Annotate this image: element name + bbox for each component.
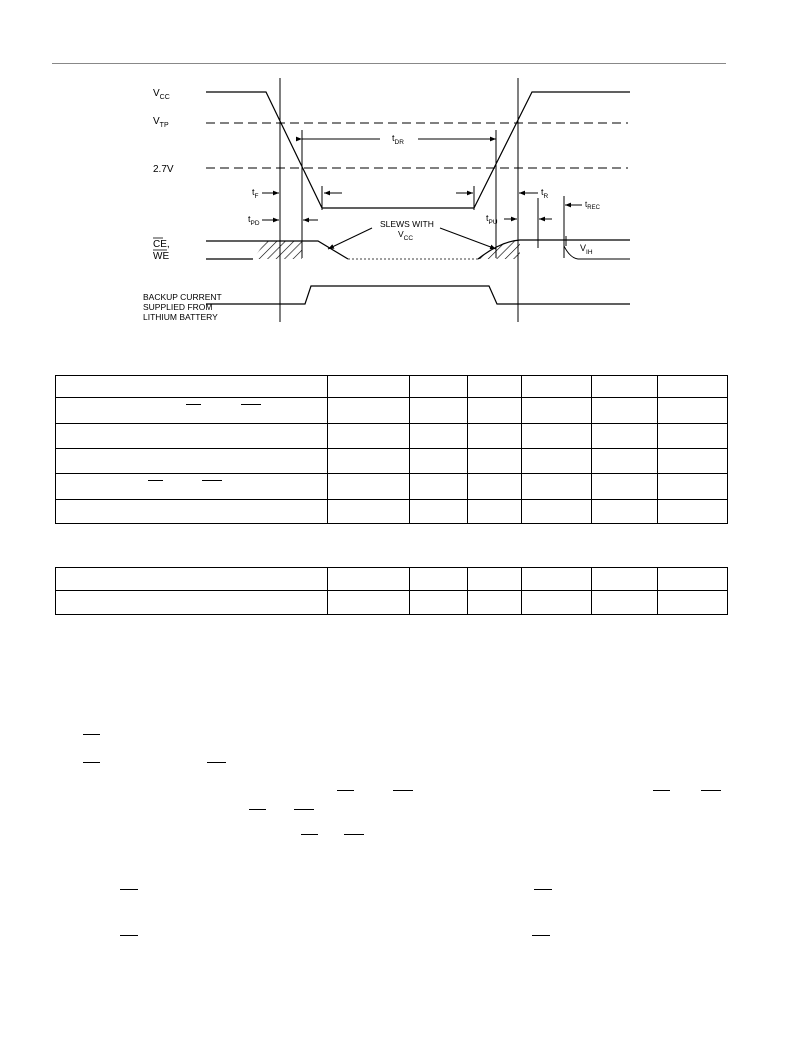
backup-label-2: SUPPLIED FROM xyxy=(143,302,213,312)
tdr-label: $t_{DR}$ xyxy=(392,133,404,146)
ce-we-tail xyxy=(564,246,630,259)
table-row xyxy=(56,398,728,424)
trec-label: $t_{REC}$ xyxy=(585,200,600,211)
table-row xyxy=(56,474,728,500)
overline-mark xyxy=(532,935,550,936)
overline-mark xyxy=(241,404,261,405)
table-row xyxy=(56,591,728,615)
vcc-waveform xyxy=(206,92,630,208)
slews-arrow-left xyxy=(328,228,372,249)
slews-vcc-label: $V_{CC}$ xyxy=(398,229,414,242)
table-row xyxy=(56,500,728,524)
overline-mark xyxy=(653,790,670,791)
power-down-timing-table xyxy=(55,375,728,524)
overline-mark xyxy=(120,935,138,936)
vih-label: $V_{IH}$ xyxy=(580,243,593,256)
we-label: WE xyxy=(153,251,170,262)
overline-mark xyxy=(202,480,222,481)
tpd-label: $t_{PD}$ xyxy=(248,214,260,227)
overline-mark xyxy=(207,762,226,763)
overline-mark xyxy=(294,809,314,810)
table-row xyxy=(56,568,728,591)
overline-mark xyxy=(83,734,100,735)
v27-label: 2.7V xyxy=(153,164,174,175)
overline-mark xyxy=(393,790,413,791)
overline-mark xyxy=(301,834,318,835)
backup-label-3: LITHIUM BATTERY xyxy=(143,312,218,322)
overline-mark xyxy=(344,834,364,835)
backup-current-waveform xyxy=(206,286,630,304)
ce-we-hatch-left xyxy=(253,241,302,259)
overline-mark xyxy=(701,790,721,791)
table-row xyxy=(56,424,728,449)
overline-mark xyxy=(83,762,100,763)
overline-mark xyxy=(186,404,201,405)
slews-label: SLEWS WITH xyxy=(380,219,434,229)
overline-mark xyxy=(148,480,163,481)
overline-mark xyxy=(534,889,552,890)
overline-mark xyxy=(337,790,354,791)
slews-arrow-right xyxy=(440,228,496,249)
ce-label: CE, xyxy=(153,239,170,250)
overline-mark xyxy=(249,809,266,810)
tpu-label: $t_{PU}$ xyxy=(486,213,498,226)
tr-label: $t_R$ xyxy=(541,187,549,200)
backup-label-1: BACKUP CURRENT xyxy=(143,292,222,302)
table-row xyxy=(56,449,728,474)
ce-we-hatch-right xyxy=(478,239,520,259)
overline-mark xyxy=(120,889,138,890)
vtp-label: $V_{TP}$ xyxy=(153,116,169,129)
power-down-up-timing-diagram xyxy=(0,0,802,330)
tf-label: $t_F$ xyxy=(252,187,259,200)
data-retention-table xyxy=(55,567,728,615)
vcc-label: $V_{CC}$ xyxy=(153,88,170,101)
table-row xyxy=(56,376,728,398)
